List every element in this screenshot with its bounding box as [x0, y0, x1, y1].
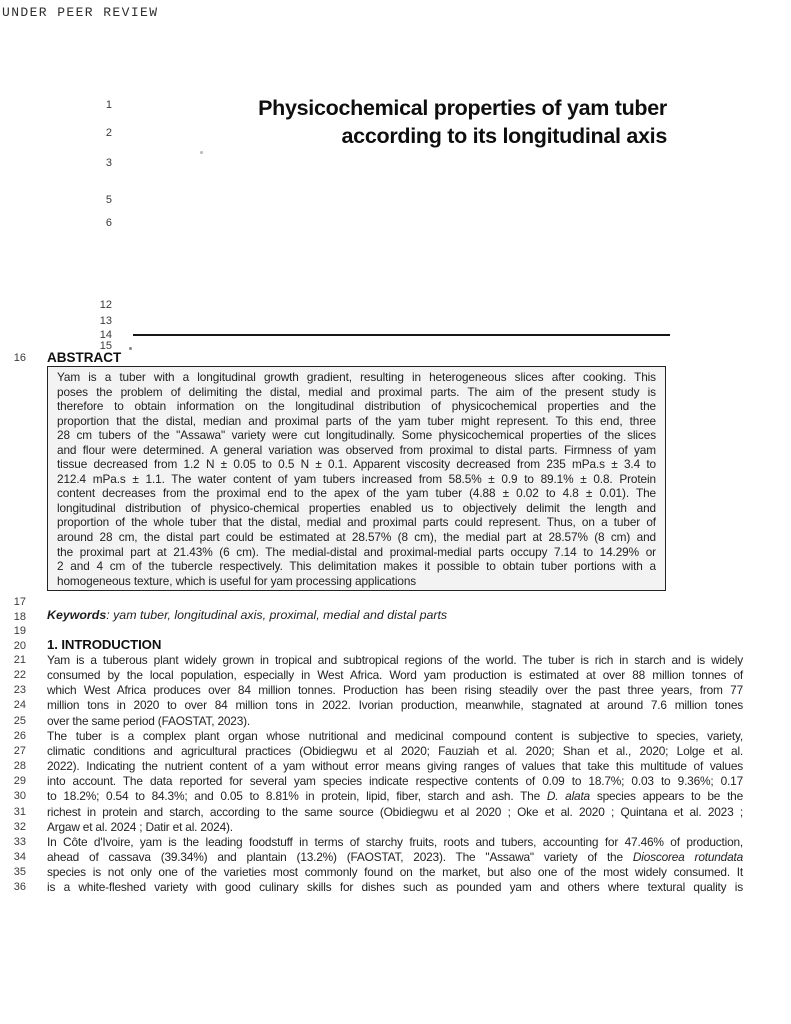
abstract-line: 212.4 mPa.s ± 1.1. The water content of yam tubers increased from 58.5% ± 0.9 to 89.1% ± 0.8. Protein: [57, 471, 656, 486]
intro-line-33: [47, 836, 743, 849]
abstract-heading: ABSTRACT: [47, 350, 122, 365]
abstract-line: content decreases from the proximal end to the apex of the yam tuber (4.88 ± 0.02 to 4.8 ± 0.01). The: [57, 486, 656, 501]
line-number-36: 36: [13, 881, 26, 894]
line-number-28: 28: [13, 760, 26, 773]
keywords-line: [47, 608, 742, 622]
intro-line-32: [47, 821, 743, 834]
intro-line-22: [47, 669, 743, 682]
line-number-14: 14: [99, 329, 112, 341]
keywords-label: Keywords: [47, 608, 107, 622]
intro-line-27: [47, 745, 743, 758]
line-number-2: 2: [105, 127, 112, 139]
paper-title-line1: Physicochemical properties of yam tuber: [258, 96, 667, 120]
intro-line-29: [47, 775, 743, 788]
line-number-31: 31: [13, 805, 26, 818]
abstract-line: homogeneous texture, which is useful for yam processing applications: [57, 573, 417, 588]
line-number-5: 5: [105, 194, 112, 206]
line-number-6: 6: [105, 217, 112, 229]
abstract-line: 2 and 4 cm of the tubercle respectively. This delimitation makes it possible to obtain tuber portions with a: [57, 559, 656, 574]
line-number-13: 13: [99, 315, 112, 327]
abstract-line: tissue decreased from 1.2 N ± 0.05 to 0.5 N ± 0.1. Apparent viscosity decreased from 235 mPa.s ± 3.4 to: [57, 457, 656, 472]
abstract-line: longitudinal distribution of physico-chemical properties enabled us to objectively delimit the length and: [57, 500, 656, 515]
intro-text-segment: Yam is a tuberous plant widely grown in tropical and subtropical regions of the world. The tuber is rich in starch and is widely: [47, 653, 743, 667]
abstract-line: around 28 cm, the distal part could be estimated at 28.57% (8 cm), the medial part at 28.57% (8 cm) and: [57, 530, 656, 545]
intro-line-28: [47, 760, 743, 773]
peer-review-watermark: UNDER PEER REVIEW: [2, 5, 159, 20]
line-number-12: 12: [99, 299, 112, 311]
stray-mark: [129, 347, 132, 350]
abstract-line: and flour were determined. A general variation was observed from proximal to distal parts. Firmness of yam: [57, 442, 656, 457]
line-number-27: 27: [13, 744, 26, 757]
line-number-18: 18: [13, 610, 26, 623]
intro-text-segment: which West Africa produces over 84 million tonnes. Production has been rising steadily over the past three years, from 77: [47, 683, 743, 698]
line-number-20: 20: [13, 639, 26, 652]
intro-text-segment: richest in protein and starch, according to the same source (Obidiegwu et al 2020 ; Oke et al. 2020 ; Quintana et al. 2023 ;: [47, 804, 743, 819]
intro-text-segment: into account. The data reported for several yam species indicate respective contents of 0.09 to 18.7%; 0.03 to 9.36%; 0.17: [47, 774, 743, 789]
introduction-heading: 1. INTRODUCTION: [47, 637, 162, 652]
intro-text-segment: In Côte d'Ivoire, yam is the leading foodstuff in terms of starchy fruits, roots and tubers, accounting for 47.46% of production,: [47, 834, 743, 849]
line-number-15: 15: [99, 340, 112, 352]
intro-text-segment: 2022). Indicating the nutrient content of a yam without error means giving ranges of values that take this multitude of values: [47, 759, 743, 774]
intro-text-segment: climatic conditions and agricultural practices (Obidiegwu et al 2020; Fauziah et al. 2020; Shan et al., 2020; Lolge et al.: [47, 743, 743, 758]
intro-text-segment: consumed by the local population, especially in West Africa. Word yam production is estimated at over 88 million tonnes of: [47, 668, 743, 683]
line-number-24: 24: [13, 699, 26, 712]
intro-text-segment: species appears to be the: [589, 789, 744, 804]
intro-line-30: [47, 790, 743, 803]
line-number-30: 30: [13, 790, 26, 803]
intro-line-31: [47, 806, 743, 819]
intro-line-23: [47, 684, 743, 697]
abstract-line: proportion of the whole tuber that the distal, medial and proximal parts could represent. Thus, on a tuber of: [57, 515, 656, 530]
intro-text-segment: is a white-fleshed variety with good culinary skills for dishes such as pounded yam and others where textural quality is: [47, 880, 743, 895]
paper-title: [130, 94, 667, 150]
line-number-21: 21: [13, 654, 26, 666]
abstract-box: [47, 366, 666, 591]
intro-text-segment: over the same period (FAOSTAT, 2023).: [47, 713, 250, 728]
abstract-line: the proximal part at 21.43% (6 cm). The medial-distal and proximal-medial parts occupy 7.14 to 14.29% or: [57, 544, 656, 559]
intro-text-segment: ahead of cassava (39.34%) and plantain (13.2%) (FAOSTAT, 2023). The "Assawa" variety of the: [47, 849, 633, 864]
line-number-17: 17: [13, 596, 26, 608]
intro-text-segment: Argaw et al. 2024 ; Datir et al. 2024).: [47, 819, 233, 834]
line-number-25: 25: [13, 714, 26, 727]
paper-title-line2: according to its longitudinal axis: [341, 124, 667, 148]
abstract-line: therefore to obtain information on the longitudinal distribution of physicochemical properties and the: [57, 399, 656, 414]
line-number-1: 1: [105, 99, 112, 111]
abstract-line: Yam is a tuber with a longitudinal growth gradient, resulting in heterogeneous slices after cooking. This: [57, 370, 656, 384]
intro-line-25: [47, 715, 743, 728]
line-number-26: 26: [13, 729, 26, 742]
line-number-34: 34: [13, 850, 26, 863]
line-number-3: 3: [105, 157, 112, 169]
abstract-line: proportion that the distal, median and proximal parts of the yam tuber might represent. To this end, three: [57, 413, 656, 428]
intro-text-segment: The tuber is a complex plant organ whose nutritional and medicinal compound content is subjective to species, variety,: [47, 728, 743, 743]
line-number-33: 33: [13, 835, 26, 848]
horizontal-rule: [133, 334, 670, 336]
intro-text-segment: million tons in 2020 to over 84 million tons in 2022. Ivorian production, meanwhile, stagnated at around 7.6 million tones: [47, 698, 743, 713]
abstract-line: 28 cm tubers of the "Assawa" variety were cut longitudinally. Some physicochemical properties of the slices: [57, 428, 656, 443]
keywords-text: : yam tuber, longitudinal axis, proximal, medial and distal parts: [106, 608, 448, 622]
line-number-29: 29: [13, 775, 26, 788]
intro-line-36: [47, 881, 743, 894]
line-number-32: 32: [13, 820, 26, 833]
line-number-35: 35: [13, 866, 26, 879]
intro-text-segment: to 18.2%; 0.54 to 84.3%; and 0.05 to 8.81% in protein, lipid, fiber, starch and ash. The: [47, 789, 547, 804]
intro-text-segment: species is not only one of the varieties most commonly found on the market, but also one of the most widely consumed. It: [47, 865, 743, 880]
species-name-italic: Dioscorea rotundata: [632, 849, 744, 864]
line-number-22: 22: [13, 669, 26, 682]
intro-line-35: [47, 866, 743, 879]
line-number-23: 23: [13, 684, 26, 697]
line-number-19: 19: [13, 625, 26, 637]
stray-mark: [200, 151, 203, 154]
intro-line-26: [47, 730, 743, 743]
intro-line-34: [47, 851, 743, 864]
intro-line-21: [47, 654, 743, 667]
abstract-line: poses the problem of delimiting the distal, medial and proximal parts. The aim of the present study is: [57, 384, 656, 399]
species-name-italic: D. alata: [546, 789, 590, 804]
intro-line-24: [47, 699, 743, 712]
line-number-16: 16: [13, 352, 26, 364]
